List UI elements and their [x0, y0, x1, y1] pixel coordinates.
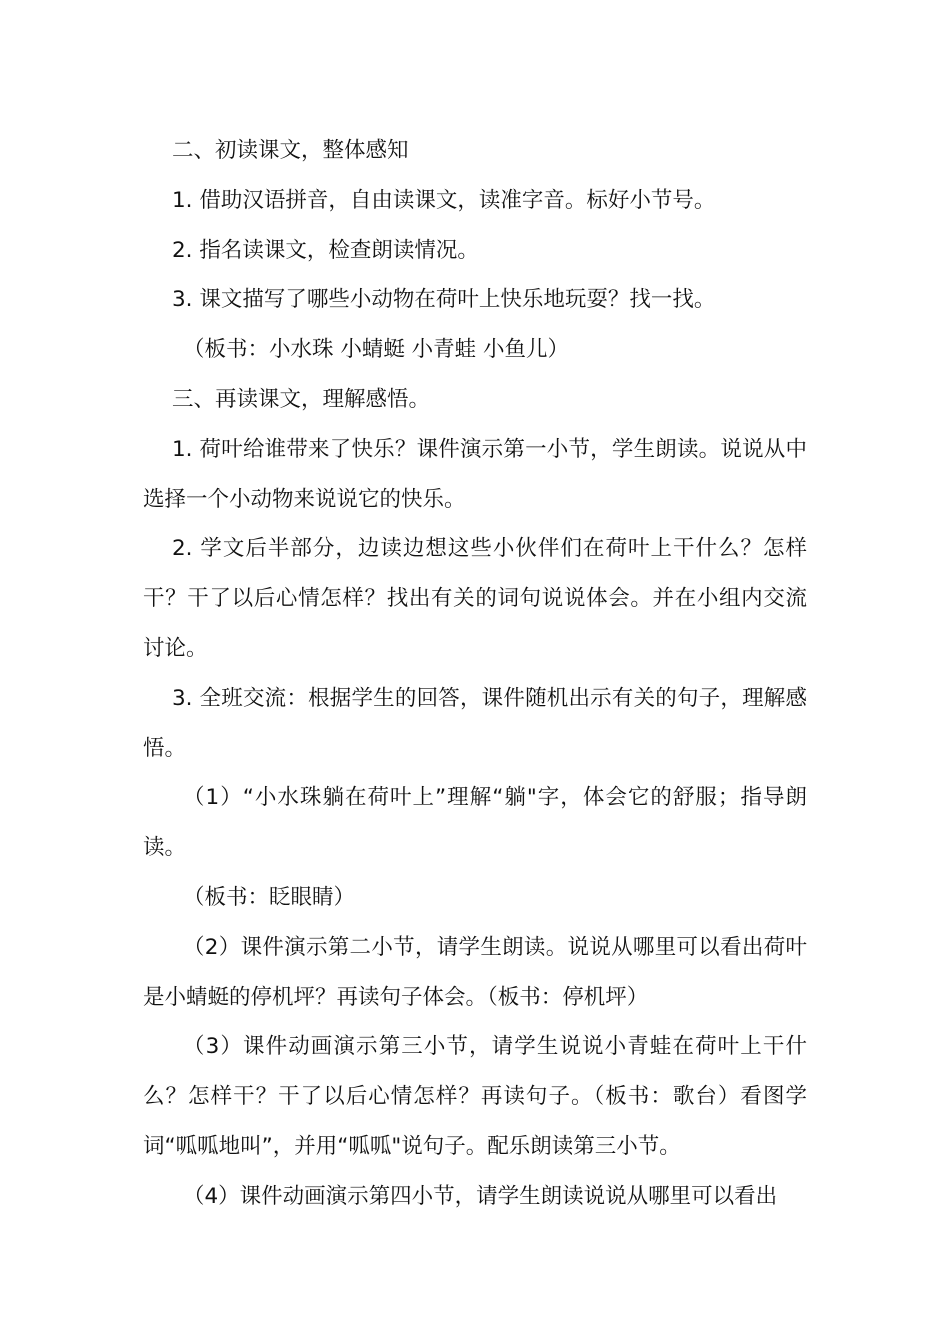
sub-item-2: （2）课件演示第二小节，请学生朗读。说说从哪里可以看出荷叶是小蜻蜓的停机坪？再读句子体会。（板书：停机坪）	[143, 934, 807, 1010]
sub-item-4: （4）课件动画演示第四小节，请学生朗读说说从哪里可以看出	[183, 1183, 778, 1209]
section-heading-first-reading: 二、初读课文，整体感知	[172, 138, 409, 163]
blackboard-note: （板书：小水珠 小蜻蜓 小青蛙 小鱼儿）	[183, 337, 570, 363]
sub-item-1: （1）“小水珠躺在荷叶上”理解“躺"字，体会它的舒服；指导朗读。	[143, 785, 807, 861]
step-item-2: 2. 指名读课文，检查朗读情况。	[172, 237, 479, 263]
step-item-1: 1. 荷叶给谁带来了快乐？课件演示第一小节，学生朗读。说说从中选择一个小动物来说说它的快乐。	[143, 436, 807, 512]
document-body	[143, 126, 807, 1222]
sub-item-3: （3）课件动画演示第三小节，请学生说说小青蛙在荷叶上干什么？怎样干？干了以后心情怎样？再读句子。（板书：歌台）看图学词“呱呱地叫”，并用“呱呱"说句子。配乐朗读第三小节。	[143, 1034, 807, 1159]
step-item-2: 2. 学文后半部分，边读边想这些小伙伴们在荷叶上干什么？怎样干？干了以后心情怎样？找出有关的词句说说体会。并在小组内交流讨论。	[143, 536, 807, 661]
blackboard-note: （板书：眨眼睛）	[183, 884, 356, 910]
step-item-3: 3. 全班交流：根据学生的回答，课件随机出示有关的句子，理解感悟。	[143, 685, 807, 761]
section-heading-rereading: 三、再读课文，理解感悟。	[172, 386, 431, 412]
step-item-3: 3. 课文描写了哪些小动物在荷叶上快乐地玩耍？找一找。	[172, 287, 716, 313]
step-item-1: 1. 借助汉语拼音，自由读课文，读准字音。标好小节号。	[172, 187, 716, 213]
